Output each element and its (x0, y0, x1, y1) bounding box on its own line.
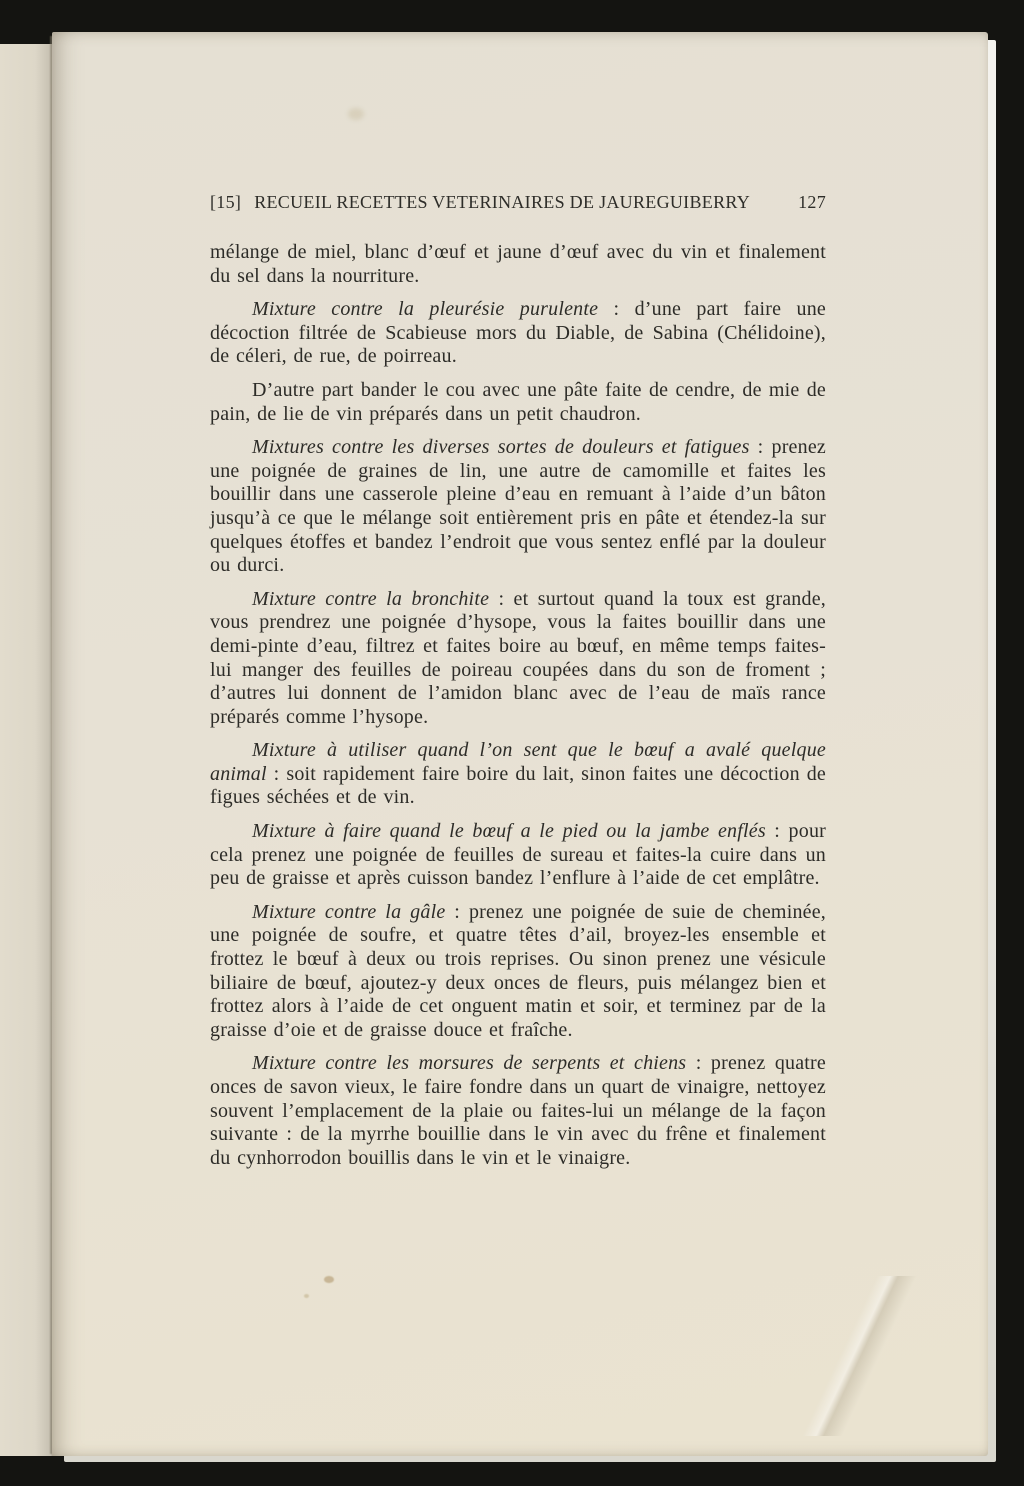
paragraph-text: D’autre part bander le cou avec une pâte faite de cendre, de mie de pain, de lie de vin préparés dans un petit chaudron. (210, 378, 826, 425)
section-reference: [15] (210, 192, 242, 212)
paragraph-text: : et surtout quand la toux est grande, vous prendrez une poignée d’hysope, vous la faites bouillir dans une demi-pinte d’eau, filtrez et faites boire au bœuf, en même temps faites-lui manger des feuilles de poireau coupées dans du son de froment ; d’autres lui donnent de l’amidon blanc avec de l’eau de maïs rance préparés comme l’hysope. (210, 587, 826, 728)
paper-stain (324, 1276, 334, 1283)
paragraph-lead: Mixture à faire quand le bœuf a le pied ou la jambe enflés (252, 820, 766, 843)
page-number: 127 (798, 192, 826, 212)
paragraph-recipe-pleuresie (210, 298, 826, 369)
paragraph-lead: Mixture contre la pleurésie purulente (252, 298, 599, 321)
paragraph-lead: Mixture à utiliser quand l’on sent que le bœuf a avalé quelque animal (210, 739, 826, 785)
paragraph-text: mélange de miel, blanc d’œuf et jaune d’œuf avec du vin et finalement du sel dans la nourriture. (210, 241, 826, 287)
paragraph-recipe-douleurs (210, 436, 826, 578)
paragraph-text: : prenez quatre onces de savon vieux, le faire fondre dans un quart de vinaigre, nettoyez souvent l’emplacement de la plaie ou faites-lui un mélange de la façon suivante : de la myrrhe bouillie dans le vin avec du frêne et finalement du cynhorrodon bouillis dans le vin et le vinaigre. (210, 1052, 826, 1169)
paragraph-text: : pour cela prenez une poignée de feuilles de sureau et faites-la cuire dans un peu de graisse et après cuisson bandez l’enflure à l’aide de cet emplâtre. (210, 820, 827, 890)
foxing-stain (348, 108, 364, 120)
page-body-text (210, 241, 826, 1170)
paragraph-text: : prenez une poignée de suie de cheminée, une poignée de soufre, et quatre têtes d’ail, broyez-les ensemble et frottez le bœuf à deux ou trois reprises. Ou sinon prenez une vésicule biliaire de bœuf, ajoutez-y deux onces de fleurs, puis mélangez bien et frottez alors à l’aide de cet onguent matin et soir, et terminez par de la graisse d’oie et de graisse douce et fraîche. (210, 900, 827, 1041)
paragraph-recipe-bronchite (210, 588, 826, 730)
paragraph-text: : soit rapidement faire boire du lait, sinon faites une décoction de figues séchées et de vin. (210, 762, 826, 809)
paragraph-lead: Mixture contre la bronchite (252, 587, 490, 610)
running-title: RECUEIL RECETTES VETERINAIRES DE JAUREGUIBERRY (254, 192, 750, 212)
book-page (52, 32, 988, 1456)
paragraph-continuation (210, 241, 826, 288)
paragraph-text: : prenez une poignée de graines de lin, une autre de camomille et faites les bouillir dans une casserole pleine d’eau en remuant à l’aide d’un bâton jusqu’à ce que le mélange soit entièrement pris en pâte et étendez-la sur quelques étoffes et bandez l’endroit que vous sentez enflé par la douleur ou durci. (210, 436, 826, 577)
paragraph-recipe-avale-animal (210, 739, 826, 810)
paragraph-recipe-morsures (210, 1052, 826, 1170)
paragraph-lead: Mixture contre la gâle (252, 900, 446, 923)
paragraph-dautre-part (210, 379, 826, 426)
paragraph-lead: Mixture contre les morsures de serpents et chiens (252, 1052, 687, 1075)
paragraph-recipe-gale (210, 901, 826, 1043)
facing-page-sliver (0, 44, 54, 1456)
paper-stain (304, 1294, 309, 1298)
running-header (210, 192, 826, 213)
page-corner-crease (758, 1276, 948, 1436)
paragraph-recipe-pied-enfle (210, 820, 826, 891)
paragraph-lead: Mixtures contre les diverses sortes de douleurs et fatigues (252, 436, 750, 459)
paragraph-text: : d’une part faire une décoction filtrée de Scabieuse mors du Diable, de Sabina (Chélidoine), de céleri, de rue, de poirreau. (210, 298, 827, 368)
page-content (210, 192, 826, 1170)
